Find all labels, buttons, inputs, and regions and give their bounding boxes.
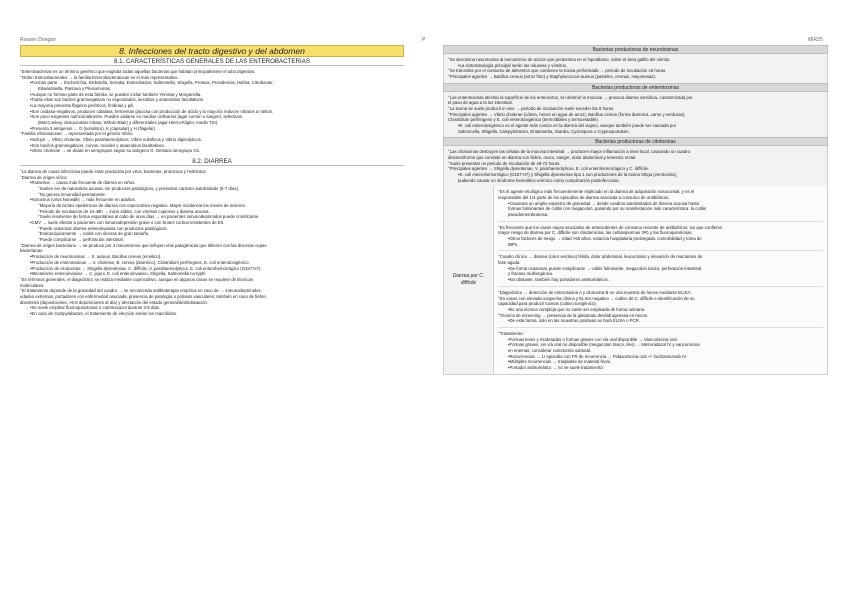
text-line: ° Las citotoxinas destruyen las células de la mucosa intestinal → producen mayor inflamación a nivel local, causando un cuadro bbox=[448, 149, 823, 155]
text-line: ° Diarrea de origen bacteriano → se produce por 4 mecanismos que influyen vías patogénicas que difieren con las diversas cepas bbox=[20, 243, 404, 249]
table-label-c-difficile: Diarrea por C. difficile bbox=[444, 186, 494, 373]
text-line: ° Principales agentes → Bacillus cereus (arroz frito) y Staphylococcus aureus (pasteles, cremas, mayonesas). bbox=[448, 74, 823, 80]
text-line: pudiendo causar un síndrome hemolítico-urémico como complicación postinfecciosa. bbox=[458, 177, 620, 183]
text-line: ° Mayoría de brotes epidémicos de diarrea con coprocultivo negativo. Mayor incidencia los meses de invierno. bbox=[20, 203, 404, 209]
text-line: • Son bacilos gramnegativos, curvos, móviles y anaerobios facultativos. bbox=[20, 143, 404, 149]
text-line: ° Diarrea de origen vírico: bbox=[20, 175, 404, 181]
text-line: ° Puede complicarse → perforación intestinal. bbox=[20, 237, 404, 243]
text-line: ° La diarrea de causa infecciosa puede estar producida por virus, bacterias, protozoos y helmintos. bbox=[20, 169, 404, 175]
box-heading-neurotoxinas: Bacterias productoras de neurotoxinas bbox=[443, 45, 828, 54]
text-line: • Aunque no forman parte de esta familia, se pueden incluir también Yersinia y Morganella. bbox=[20, 92, 404, 98]
left-column bbox=[20, 45, 404, 317]
box-body-enterotoxinas bbox=[443, 92, 828, 138]
text-line: • Presenta 3 antígenos → O (somático), K (capsular) y H (flagelar). bbox=[20, 126, 404, 132]
text-line: • Formas leves y moderadas o formas graves con vía oral disponible → Vancomicina oral. bbox=[498, 337, 823, 343]
section-body-diarrea bbox=[20, 169, 404, 316]
text-line: • Rotavirus → causa más frecuente de diarrea en niños. bbox=[20, 180, 404, 186]
text-line: formas fulminantes de colitis con megacolon, pasando por su manifestación más característica: la colitis bbox=[508, 206, 706, 212]
text-line: ° En términos generales, el diagnóstico se realiza mediante coprocultivo, aunque en algunos casos se requiere de técnicas bbox=[20, 277, 404, 283]
table-body-c-difficile bbox=[494, 186, 827, 373]
text-line: • De forma ocasional, puede complicarse → colitis fulminante, megacolon tóxico, perforación intestinal bbox=[498, 266, 823, 272]
text-line: ° Es el agente etiológico más frecuentemente implicado en la diarrea de adquisición nosocomial, y es el bbox=[498, 189, 823, 195]
box-body-neurotoxinas bbox=[443, 54, 828, 83]
table-c-difficile bbox=[443, 186, 828, 374]
text-line: ° Se transmite por el consumo de alimentos que contienen la toxina preformada → periodo de incubación ≤6 horas. bbox=[448, 68, 823, 74]
box-heading-enterotoxinas: Bacterias productoras de enterotoxinas bbox=[443, 83, 828, 92]
text-line: ° Las enterotoxinas afectan la superficie de los enterocitos, sin destruir la mucosa → provoca diarrea osmótica, caracterizada por bbox=[448, 95, 823, 101]
author-name: Rossen Dongan bbox=[20, 37, 56, 43]
text-line: Salmonella, Shigella, Campylobacter, Entamoeba, Giardia, Cyclospora o Cryptosporidium. bbox=[458, 128, 630, 134]
course-code: MIR25 bbox=[808, 37, 823, 43]
text-line: Edwardsiella, Pantoea y Plesiomonas. bbox=[38, 86, 112, 92]
text-line: ° Diagnóstico → detección de enterotoxina A y citotoxina B en una muestra de heces mediante ELISA. bbox=[498, 290, 823, 296]
text-line: pseudomembranosa. bbox=[508, 212, 549, 218]
text-line: • Norovirus (virus Norwalk) → más frecuente en adultos. bbox=[20, 197, 404, 203]
text-line: • Portador asintomático → no se suele tratamiento. bbox=[498, 365, 823, 371]
text-line: • La sintomatología principal serán las náuseas y vómitos. bbox=[448, 63, 823, 69]
section-body-enterobacterias bbox=[20, 69, 404, 154]
box-body-citotoxinas bbox=[443, 146, 828, 186]
text-line: disenteriforme que consiste en diarrea con fiebre, moco, sangre, dolor abdominal y tenesmo rectal. bbox=[448, 155, 637, 161]
text-line: moleculares. bbox=[20, 282, 45, 288]
text-line: • Forman parte → Escherichia, Klebsiella, Serratia, Enterobacter, Salmonella, Shigella, Proteus, Providencia, Hafnia, Citrobacter, bbox=[20, 80, 404, 86]
text-line: • Incluye → Vibrio cholerae, Vibrio parahaemolyticus, Vibrio vulnificus y Vibrio alginolyticus. bbox=[20, 137, 404, 143]
text-line: • E. coli enterotoxigénico es el agente más común en la diarrea del viajero, aunque también puede ser causada por bbox=[448, 123, 823, 129]
text-line: edades extremas, portadores con enfermedad asociada, presencia de patología o prótesis vasculares; también en caso de fiebre, bbox=[20, 293, 267, 299]
chapter-title: 8. Infecciones del tracto digestivo y del abdomen bbox=[20, 45, 404, 57]
text-line: ° Cuadro clínico → diarrea (color verdoso) fétida, dolor abdominal, leucocitosis y elevación de reactantes de bbox=[498, 254, 823, 260]
text-line: IBPs. bbox=[508, 241, 519, 247]
text-line: • En caso de Campylobacter, el tratamiento de elección serían los macrólidos. bbox=[20, 311, 404, 317]
text-line: ° El tratamiento depende de la gravedad del cuadro → se recomienda antibioterapia empírica en caso de → inmunodeprimidos, bbox=[20, 288, 404, 294]
text-line: ° Se denomina neurotoxina al mecanismo de acción que predomina en el hipotálamo, sobre el área gatillo del vómito. bbox=[448, 57, 823, 63]
text-line: • Son oxidasa-negativos, producen catalasa, fermentan glucosa con producción de ácido y la mayoría reducen nitratos a nitritos. bbox=[20, 109, 404, 115]
text-line: capacidad para producir toxinas (cultivo toxigénico). bbox=[498, 301, 597, 307]
text-line: • Producción de citotoxinas → Shigella dysenteriae, C. difficile, V. parahaemolyticus, E. coli enterohemorrágico (O157:H7). bbox=[20, 266, 404, 272]
text-line: en enemas, considerar colectomía subtotal. bbox=[508, 347, 592, 353]
text-line: • No obstante, también hay portadores asintomáticos. bbox=[498, 277, 823, 283]
section-heading-enterobacterias: 8.1. CARACTERÍSTICAS GENERALES DE LAS ENTEROBACTERIAS bbox=[20, 57, 404, 66]
text-line: ° La toxina se suele producir in vivo → periodo de incubación suele exceder las 8 horas. bbox=[448, 106, 823, 112]
text-line: (MacConkey, desoxicolato-citrato, Wilson-Blair) y diferenciales (agar Hierro-Kligler, medio TSI). bbox=[38, 120, 219, 126]
text-line: ° Familia Vibrionaceae → representada por el género Vibrio. bbox=[20, 131, 404, 137]
text-line: y fracaso multiorgánico. bbox=[508, 271, 554, 277]
text-line: • Otros factores de riesgo → edad >65 años, estancia hospitalaria prolongada, comorbilidad y toma de bbox=[498, 236, 823, 242]
text-line: ° No genera inmunidad permanente. bbox=[20, 192, 404, 198]
text-line: ° Es frecuente que los casos vayan asociados de antecedentes de consumo reciente de antibióticos; los que confieren bbox=[498, 225, 823, 231]
text-line: ° Suele resolverse de forma espontánea al cabo de unos días → en pacientes inmunodeprimidos puede cronificarse. bbox=[20, 214, 404, 220]
text-line: ° Puede ocasionar diarrea enteroinvasiva con productos patológicos. bbox=[20, 226, 404, 232]
text-line: • Es una técnica compleja que no suele ser empleada de forma rutinaria. bbox=[498, 307, 823, 313]
text-line: • Se suele emplear fluoroquinolonas o cotrimoxazol durante 3-5 días. bbox=[20, 305, 404, 311]
text-line: • Ocasiona un amplio espectro de gravedad → desde cuadros autolimitados de diarrea acuosa hasta bbox=[498, 201, 823, 207]
text-line: ° Suelen ser de naturaleza acuosa, sin productos patológicos, y presentar carácter autolimitado (5-7 días). bbox=[20, 186, 404, 192]
text-line: fase aguda. bbox=[498, 260, 521, 266]
text-line: • De esta forma, solo en las muestras positivas se hará ELISA o PCR. bbox=[498, 318, 823, 324]
text-line: • Recurrencias → 1r episodio con FR de recurrencia → Fidaxomicina oral +/- bezlotoxumab IV. bbox=[498, 354, 823, 360]
text-line: ° Periodo de incubación de 24-48h → inicio súbito, con vómitos copiosos y diarrea acuosa. bbox=[20, 209, 404, 215]
text-line: ° Endoscópicamente → colitis con úlceras de gran tamaño. bbox=[20, 231, 404, 237]
text-line: • Todas ellas son bacilos gramnegativos no esporulados, aerobios y anaerobios facultativos. bbox=[20, 97, 404, 103]
text-line: responsable del 1/4 parte de los episodios de diarrea asociada a consumo de antibióticos. bbox=[498, 195, 670, 201]
text-line: ° Enterobacterias es un término genérico que engloba todas aquellas bacterias que habitan principalmente el tubo digestivo. bbox=[20, 69, 404, 75]
text-line: disentería (deposiciones, >6-8 deposiciones al día) y afectación del estado general/deshidratación. bbox=[20, 299, 209, 305]
text-line: • Son poco exigentes nutricionalmente. Pueden aislarse en medios ordinarios (agar común o sangre), selectivos bbox=[20, 114, 404, 120]
box-heading-citotoxinas: Bacterias productoras de citotoxinas bbox=[443, 137, 828, 146]
text-line: • Mecanismo enteroinvasivo → C. jejuni, E. coli enteroinvasivo, Shigella, Salmonella no-typhi. bbox=[20, 271, 404, 277]
text-line: ° Principales agentes → Shigella dysenteriae, V. parahaemolyticus, E. coli enterohemorrágico y C. difficile. bbox=[448, 166, 823, 172]
text-line: ° Principales agentes → Vibrio cholerae (cólera, heces en agua de arroz), Bacillus cereus (forma diarreica, carne y verduras), bbox=[448, 112, 823, 118]
text-line: • Formas graves, sin vía oral no disponible (megacolon tóxico, íleo) → Metronidazol IV y vancomicina bbox=[498, 342, 823, 348]
page-center-mark: P bbox=[422, 37, 426, 43]
text-line: el paso de agua a la luz intestinal. bbox=[448, 100, 513, 106]
right-column bbox=[443, 45, 828, 375]
text-line: • Producción de enterotoxinas → V. cholerae, B. cereus (diarreico), Clostridium perfringens, E. coli enterotoxigénico. bbox=[20, 260, 404, 266]
text-line: • Múltiples recurrencias → trasplante de material fecal. bbox=[498, 359, 823, 365]
text-line: Clostridium perfringens y E. coli enterotoxigénico (termolábiles y termoestable). bbox=[448, 117, 599, 123]
text-line: • E. coli enterohemorrágico (O157:H7) y Shigella dysenteriae tipo 1 son productores de la toxina Shiga (verotoxina), bbox=[448, 172, 823, 178]
text-line: ° Tratamiento: bbox=[498, 331, 823, 337]
text-line: ° En casos con elevada sospecha clínica y ELISA negativo → cultivo de C. difficile e identificación de su bbox=[498, 296, 823, 302]
text-line: • Vibrio cholerae → se divide en serogrupos según su antígeno O. Destaca serogrupo O1. bbox=[20, 148, 404, 154]
text-line: • CMV → suele afectar a pacientes con inmunodepresión grave o con brotes corticorresistentes de EII. bbox=[20, 220, 404, 226]
text-line: mayor riesgo de diarrea por C. difficile son clindamicina, las cefalosporinas 3ªG y las fluoroquinolonas. bbox=[498, 230, 693, 236]
text-line: ° Suele presentar un periodo de incubación de 48-72 horas. bbox=[448, 161, 823, 167]
text-line: • La mayoría presenta flagelos perítricos, fimbrias y pili. bbox=[20, 103, 404, 109]
text-line: ° Orden Enterobacterales → la familia Enterobacteriaceae es el más representativo. bbox=[20, 75, 404, 81]
text-line: bacterianas: bbox=[20, 248, 44, 254]
text-line: ° Técnica de screening → presencia de la glutamato deshidrogenasa en heces. bbox=[498, 313, 823, 319]
text-line: • Producción de neurotoxinas → S. aureus, Bacillus cereus (emético). bbox=[20, 254, 404, 260]
section-heading-diarrea: 8.2. DIARREA bbox=[20, 157, 404, 166]
